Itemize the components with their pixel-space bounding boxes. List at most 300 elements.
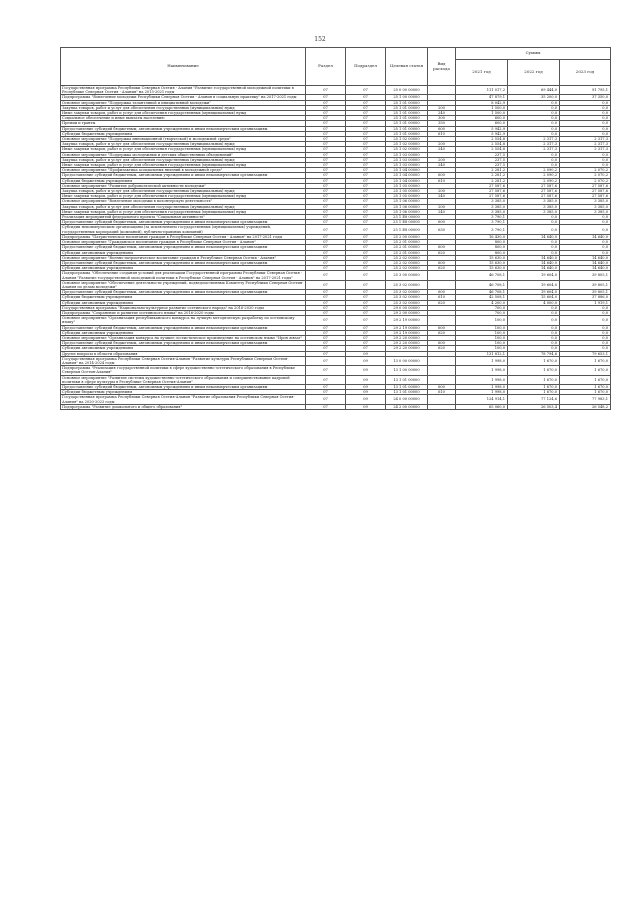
cell-target: 25 1 01 00000 — [386, 126, 428, 131]
cell-section: 07 — [306, 147, 346, 152]
cell-value-2022: 0,0 — [508, 325, 560, 330]
cell-expense: 600 — [428, 341, 456, 346]
cell-section: 07 — [306, 245, 346, 250]
cell-value-2022: 27 587,6 — [508, 189, 560, 194]
cell-subsection: 07 — [346, 240, 386, 245]
cell-name: Закупка товаров, работ и услуг для обеспечения государственных (муниципальных) нужд — [61, 189, 306, 194]
cell-value-2021: 46 708,1 — [456, 280, 508, 289]
cell-value-2021: 3 790,1 — [456, 220, 508, 225]
cell-value-2021: 46 708,1 — [456, 290, 508, 295]
cell-value-2023: 27 587,6 — [560, 189, 611, 194]
cell-subsection: 07 — [346, 209, 386, 214]
cell-name: Субсидии бюджетным учреждениям — [61, 390, 306, 395]
cell-section: 07 — [306, 234, 346, 239]
cell-name: Предоставление субсидий бюджетным, автономным учреждениям и иным некоммерческим организациям — [61, 220, 306, 225]
cell-subsection: 07 — [346, 199, 386, 204]
cell-section: 07 — [306, 220, 346, 225]
cell-value-2022: 19 604,0 — [508, 271, 560, 280]
header-2023: 2023 год — [560, 60, 611, 86]
cell-value-2023: 37 350,0 — [560, 95, 611, 100]
cell-section: 07 — [306, 126, 346, 131]
cell-target: 25 3 02 00000 — [386, 280, 428, 289]
cell-section: 07 — [306, 199, 346, 204]
cell-target: 25 1 02 00000 — [386, 147, 428, 152]
cell-subsection: 07 — [346, 131, 386, 136]
cell-target: 29 2 20 00000 — [386, 346, 428, 351]
cell-expense: 240 — [428, 209, 456, 214]
cell-section: 07 — [306, 395, 346, 404]
cell-expense: 600 — [428, 245, 456, 250]
cell-expense: 620 — [428, 266, 456, 271]
cell-section: 07 — [306, 131, 346, 136]
cell-expense — [428, 86, 456, 95]
cell-section: 07 — [306, 390, 346, 395]
cell-value-2022: 1 670,0 — [508, 366, 560, 375]
cell-section: 07 — [306, 305, 346, 310]
cell-value-2023: 0,0 — [560, 341, 611, 346]
cell-value-2023: 0,0 — [560, 325, 611, 330]
cell-value-2023: 0,0 — [560, 250, 611, 255]
cell-target: 25 3 02 00000 — [386, 300, 428, 305]
cell-subsection: 07 — [346, 290, 386, 295]
cell-name: Подпрограмма "Обеспечение создания условий для реализации Государственной программы Республики Северная Осетия - Алания "Развитие государственной молодежной политики в Республике Северная Осетия - Алания" на 2017-2021 годы" — [61, 271, 306, 280]
cell-name: Подпрограмма "Развитие дошкольного и общего образования" — [61, 404, 306, 409]
cell-name: Субсидии бюджетным учреждениям — [61, 178, 306, 183]
cell-value-2022: 0,0 — [508, 250, 560, 255]
cell-section: 07 — [306, 137, 346, 142]
cell-target: 29 2 19 00000 — [386, 330, 428, 335]
cell-target: 25 3 02 00000 — [386, 290, 428, 295]
cell-section: 07 — [306, 404, 346, 409]
cell-value-2023: 0,0 — [560, 126, 611, 131]
cell-section: 07 — [306, 351, 346, 356]
cell-expense: 600 — [428, 325, 456, 330]
cell-subsection: 07 — [346, 325, 386, 330]
cell-target: 25 1 01 00000 — [386, 105, 428, 110]
cell-target: 25 2 02 00000 — [386, 255, 428, 260]
cell-value-2021: 46 708,1 — [456, 271, 508, 280]
cell-value-2023: 2 317,3 — [560, 147, 611, 152]
cell-name: Предоставление субсидий бюджетным, автономным учреждениям и иным некоммерческим организациям — [61, 173, 306, 178]
cell-section: 07 — [306, 316, 346, 325]
cell-value-2023: 0,0 — [560, 111, 611, 116]
cell-value-2021: 1 998,0 — [456, 375, 508, 384]
cell-value-2023: 1 670,0 — [560, 356, 611, 365]
cell-target: 25 1 05 00000 — [386, 183, 428, 188]
cell-value-2022: 0,0 — [508, 245, 560, 250]
cell-expense: 610 — [428, 390, 456, 395]
cell-value-2021: 2 281,2 — [456, 178, 508, 183]
cell-value-2023: 14 640,0 — [560, 260, 611, 265]
cell-subsection: 07 — [346, 116, 386, 121]
table-row — [61, 86, 611, 95]
cell-subsection: 07 — [346, 126, 386, 131]
cell-subsection: 07 — [346, 255, 386, 260]
cell-section: 07 — [306, 142, 346, 147]
cell-value-2021: 100,0 — [456, 325, 508, 330]
cell-target: 29 2 20 00000 — [386, 335, 428, 340]
cell-value-2023: 2 070,2 — [560, 178, 611, 183]
cell-value-2021: 100,0 — [456, 341, 508, 346]
cell-expense — [428, 366, 456, 375]
cell-section: 07 — [306, 111, 346, 116]
cell-value-2022: 26 503,4 — [508, 404, 560, 409]
cell-name: Основное мероприятие "Поддержка талантливой и инициативной молодежи" — [61, 100, 306, 105]
cell-value-2021: 16 430,0 — [456, 234, 508, 239]
cell-subsection: 07 — [346, 142, 386, 147]
cell-subsection: 07 — [346, 137, 386, 142]
cell-expense: 350 — [428, 121, 456, 126]
cell-value-2022: 0,0 — [508, 310, 560, 315]
cell-section: 07 — [306, 330, 346, 335]
cell-target: 29 2 20 00000 — [386, 341, 428, 346]
cell-name: Подпрограмма "Вовлечение молодежи Республики Северная Осетия - Алания в социальную практику" на 2017-2021 годы — [61, 95, 306, 100]
cell-section: 07 — [306, 173, 346, 178]
cell-expense — [428, 316, 456, 325]
cell-value-2021: 8 042,9 — [456, 100, 508, 105]
cell-section: 07 — [306, 116, 346, 121]
cell-value-2023: 91 795,1 — [560, 86, 611, 95]
cell-value-2023: 2 317,3 — [560, 137, 611, 142]
cell-value-2022: 0,0 — [508, 341, 560, 346]
cell-value-2021: 5 942,9 — [456, 126, 508, 131]
cell-value-2023: 0,0 — [560, 105, 611, 110]
cell-expense: 600 — [428, 220, 456, 225]
cell-target: 25 1 04 00000 — [386, 178, 428, 183]
cell-name: Подпрограмма "Патриотическое воспитание граждан в Республике Северная Осетия - Алания" на 2017-2021 годы — [61, 234, 306, 239]
cell-expense: 600 — [428, 260, 456, 265]
cell-value-2021: 27 587,6 — [456, 189, 508, 194]
cell-expense: 610 — [428, 131, 456, 136]
cell-subsection: 09 — [346, 390, 386, 395]
cell-value-2021: 100,0 — [456, 335, 508, 340]
cell-target: 25 1 05 00000 — [386, 194, 428, 199]
cell-target: 25 1 00 00000 — [386, 95, 428, 100]
cell-expense — [428, 395, 456, 404]
cell-value-2023: 1 919,1 — [560, 300, 611, 305]
cell-target: 25 0 00 00000 — [386, 86, 428, 95]
cell-value-2022: 1 670,0 — [508, 390, 560, 395]
cell-target: 13 1 00 00000 — [386, 366, 428, 375]
cell-name: Предоставление субсидий бюджетным, автономным учреждениям и иным некоммерческим организациям — [61, 384, 306, 389]
cell-subsection: 07 — [346, 194, 386, 199]
cell-value-2021: 1 500,0 — [456, 105, 508, 110]
cell-value-2021: 600,0 — [456, 116, 508, 121]
cell-name: Премии и гранты — [61, 121, 306, 126]
cell-name: Субсидии автономным учреждениям — [61, 346, 306, 351]
cell-section: 07 — [306, 100, 346, 105]
cell-name: Предоставление субсидий бюджетным, автономным учреждениям и иным некоммерческим организациям — [61, 245, 306, 250]
cell-value-2022: 3 385,0 — [508, 209, 560, 214]
cell-name: Основное мероприятие "Профилактика асоциальных явлений в молодежной среде" — [61, 168, 306, 173]
cell-target: 25 2 00 00000 — [386, 234, 428, 239]
cell-value-2023: 1 670,0 — [560, 375, 611, 384]
cell-name: Закупка товаров, работ и услуг для обеспечения государственных (муниципальных) нужд — [61, 157, 306, 162]
cell-value-2021: 15 630,0 — [456, 255, 508, 260]
header-expense: Вид расхода — [428, 48, 456, 86]
cell-subsection: 07 — [346, 250, 386, 255]
cell-subsection: 07 — [346, 346, 386, 351]
cell-value-2022: 0,0 — [508, 157, 560, 162]
cell-subsection: 07 — [346, 95, 386, 100]
cell-value-2023: 0,0 — [560, 310, 611, 315]
cell-name: Иные закупки товаров, работ и услуг для обеспечения государственных (муниципальных) нужд — [61, 147, 306, 152]
cell-value-2022: 0,0 — [508, 152, 560, 157]
cell-name: Подпрограмма "Реализация государственной политики в сфере художественно-эстетического образования в Республике Северная Осетия-Алания" — [61, 366, 306, 375]
cell-value-2022: 0,0 — [508, 346, 560, 351]
cell-value-2023: 0,0 — [560, 245, 611, 250]
header-2021: 2021 год — [456, 60, 508, 86]
cell-value-2022: 1 670,0 — [508, 375, 560, 384]
cell-section: 07 — [306, 300, 346, 305]
cell-value-2022: 2 090,2 — [508, 178, 560, 183]
cell-subsection: 07 — [346, 234, 386, 239]
cell-name: Государственная программа Республики Северная Осетия-Алания "Развитие образования Республики Северная Осетия-Алания" на 2020-2023 годы — [61, 395, 306, 404]
cell-name: Предоставление субсидий бюджетным, автономным учреждениям и иным некоммерческим организациям — [61, 290, 306, 295]
cell-expense: 240 — [428, 147, 456, 152]
cell-value-2023: 2 317,3 — [560, 142, 611, 147]
cell-value-2021: 3 790,1 — [456, 215, 508, 220]
cell-expense: 610 — [428, 178, 456, 183]
cell-name: Другие вопросы в области образования — [61, 351, 306, 356]
cell-value-2022: 0,0 — [508, 163, 560, 168]
cell-subsection: 07 — [346, 121, 386, 126]
cell-name: Основное мероприятие "Обеспечение деятельности учреждений, подведомственных Комитету Республики Северная Осетия-Алания по делам молодежи" — [61, 280, 306, 289]
cell-target: 13 0 00 00000 — [386, 356, 428, 365]
cell-value-2023: 14 640,0 — [560, 255, 611, 260]
cell-value-2022: 0,0 — [508, 225, 560, 234]
cell-section: 07 — [306, 384, 346, 389]
budget-table — [60, 47, 611, 410]
cell-section: 07 — [306, 225, 346, 234]
cell-value-2022: 0,0 — [508, 126, 560, 131]
cell-section: 07 — [306, 204, 346, 209]
cell-expense: 600 — [428, 173, 456, 178]
cell-value-2023: 0,0 — [560, 346, 611, 351]
cell-target: 25 1 05 00000 — [386, 189, 428, 194]
cell-value-2023: 0,0 — [560, 240, 611, 245]
cell-section: 07 — [306, 121, 346, 126]
cell-expense: 600 — [428, 290, 456, 295]
cell-expense: 620 — [428, 250, 456, 255]
cell-value-2021: 5 942,9 — [456, 131, 508, 136]
cell-value-2021: 2 554,8 — [456, 147, 508, 152]
cell-subsection: 07 — [346, 189, 386, 194]
cell-target: 25 1 06 00000 — [386, 204, 428, 209]
cell-expense: 300 — [428, 116, 456, 121]
cell-name: Закупка товаров, работ и услуг для обеспечения государственных (муниципальных) нужд — [61, 142, 306, 147]
cell-section: 07 — [306, 86, 346, 95]
cell-subsection: 07 — [346, 147, 386, 152]
cell-subsection: 07 — [346, 295, 386, 300]
cell-value-2021: 1 998,0 — [456, 384, 508, 389]
cell-section: 07 — [306, 266, 346, 271]
cell-expense: 240 — [428, 163, 456, 168]
cell-value-2022: 0,0 — [508, 100, 560, 105]
cell-value-2022: 14 640,0 — [508, 260, 560, 265]
cell-target: 25 1 03 00000 — [386, 163, 428, 168]
cell-value-2023: 39 805,1 — [560, 280, 611, 289]
cell-value-2021: 65 060,0 — [456, 404, 508, 409]
cell-name: Государственная программа Республики Северная Осетия-Алания "Развитие культуры Республики Северная Осетия-Алания" на 2014-2024 годы — [61, 356, 306, 365]
cell-value-2022: 14 640,0 — [508, 266, 560, 271]
cell-subsection: 07 — [346, 86, 386, 95]
header-section: Раздел — [306, 48, 346, 86]
header-2022: 2022 год — [508, 60, 560, 86]
cell-target: 25 1 E8 00000 — [386, 220, 428, 225]
cell-name: Государственная программа Республики Северная Осетия - Алания "Развитие государственной молодежной политики в Республике Северная Осетия - Алания" на 2015-2021 годы — [61, 86, 306, 95]
cell-value-2022: 2 317,3 — [508, 137, 560, 142]
cell-target: 25 2 02 00000 — [386, 266, 428, 271]
cell-subsection: 09 — [346, 395, 386, 404]
cell-target: 25 1 01 00000 — [386, 100, 428, 105]
cell-section: 07 — [306, 280, 346, 289]
cell-expense: 620 — [428, 300, 456, 305]
cell-target: 25 1 01 00000 — [386, 131, 428, 136]
cell-target: 13 1 01 00000 — [386, 384, 428, 389]
cell-name: Предоставление субсидий бюджетным, автономным учреждениям и иным некоммерческим организациям — [61, 341, 306, 346]
cell-value-2023: 0,0 — [560, 157, 611, 162]
cell-value-2023: 3 385,0 — [560, 209, 611, 214]
cell-subsection: 07 — [346, 178, 386, 183]
cell-value-2021: 3 790,1 — [456, 225, 508, 234]
cell-value-2021: 800,0 — [456, 250, 508, 255]
cell-target: 13 1 01 00000 — [386, 375, 428, 384]
cell-value-2023: 0,0 — [560, 335, 611, 340]
cell-target: 25 2 01 00000 — [386, 245, 428, 250]
cell-subsection: 07 — [346, 271, 386, 280]
cell-value-2022: 19 604,0 — [508, 290, 560, 295]
cell-name: Социальное обеспечение и иные выплаты населению — [61, 116, 306, 121]
cell-name: Основное мероприятие "Вовлечение молодежи в волонтерскую деятельность" — [61, 199, 306, 204]
cell-expense: 240 — [428, 194, 456, 199]
cell-name: Подпрограмма "Сохранение и развитие осетинского языка" на 2016-2020 годы — [61, 310, 306, 315]
cell-subsection: 07 — [346, 305, 386, 310]
cell-value-2022: 0,0 — [508, 121, 560, 126]
cell-name: Предоставление субсидий бюджетным, автономным учреждениям и иным некоммерческим организациям — [61, 260, 306, 265]
cell-name: Иные закупки товаров, работ и услуг для обеспечения государственных (муниципальных) нужд — [61, 163, 306, 168]
cell-expense: 630 — [428, 225, 456, 234]
cell-value-2023: 0,0 — [560, 121, 611, 126]
cell-section: 07 — [306, 346, 346, 351]
cell-section: 07 — [306, 341, 346, 346]
cell-subsection: 09 — [346, 375, 386, 384]
cell-target: 29 2 00 00000 — [386, 310, 428, 315]
cell-subsection: 07 — [346, 100, 386, 105]
cell-value-2022: 0,0 — [508, 131, 560, 136]
cell-target: 25 1 E8 00000 — [386, 225, 428, 234]
cell-target: 25 1 03 00000 — [386, 152, 428, 157]
table-body — [61, 86, 611, 410]
cell-target: 25 1 02 00000 — [386, 137, 428, 142]
cell-subsection: 09 — [346, 356, 386, 365]
cell-value-2021: 700,0 — [456, 305, 508, 310]
cell-value-2022: 0,0 — [508, 111, 560, 116]
cell-name: Субсидии автономным учреждениям — [61, 300, 306, 305]
table-row — [61, 280, 611, 289]
cell-target: 25 1 02 00000 — [386, 142, 428, 147]
cell-value-2022: 0,0 — [508, 316, 560, 325]
cell-value-2021: 1 998,0 — [456, 366, 508, 375]
cell-value-2023: 0,0 — [560, 215, 611, 220]
cell-section: 07 — [306, 168, 346, 173]
cell-value-2022: 2 090,2 — [508, 168, 560, 173]
cell-value-2023: 0,0 — [560, 316, 611, 325]
cell-subsection: 07 — [346, 341, 386, 346]
cell-value-2023: 0,0 — [560, 330, 611, 335]
cell-name: Основное мероприятие "Организация республиканского конкурса на лучшую методическую разработку по осетинскому языку" — [61, 316, 306, 325]
cell-section: 07 — [306, 157, 346, 162]
header-sums: Суммы — [456, 48, 611, 60]
table-row — [61, 366, 611, 375]
cell-target: 25 1 06 00000 — [386, 209, 428, 214]
cell-name: Основное мероприятие "Военно-патриотическое воспитание граждан в Республике Северная Осетия - Алания" — [61, 255, 306, 260]
table-row — [61, 316, 611, 325]
header-subsection: Подраздел — [346, 48, 386, 86]
cell-name: Субсидии бюджетным учреждениям — [61, 295, 306, 300]
cell-value-2021: 3 385,0 — [456, 204, 508, 209]
table-row — [61, 375, 611, 384]
cell-name: Иные закупки товаров, работ и услуг для обеспечения государственных (муниципальных) нужд — [61, 209, 306, 214]
cell-value-2023: 1 670,0 — [560, 390, 611, 395]
page-number: 152 — [314, 36, 326, 43]
cell-value-2021: 4 200,0 — [456, 300, 508, 305]
cell-name: Субсидии автономным учреждениям — [61, 330, 306, 335]
cell-subsection: 07 — [346, 163, 386, 168]
cell-value-2022: 27 587,6 — [508, 183, 560, 188]
cell-section: 07 — [306, 163, 346, 168]
cell-subsection: 07 — [346, 215, 386, 220]
cell-value-2021: 800,0 — [456, 240, 508, 245]
cell-value-2022: 2 090,2 — [508, 173, 560, 178]
cell-value-2021: 124 914,1 — [456, 395, 508, 404]
cell-subsection: 07 — [346, 260, 386, 265]
cell-value-2021: 800,0 — [456, 245, 508, 250]
table-row — [61, 356, 611, 365]
cell-section: 07 — [306, 295, 346, 300]
cell-value-2023: 79 653,1 — [560, 351, 611, 356]
cell-expense: 200 — [428, 157, 456, 162]
cell-value-2021: 47 879,1 — [456, 95, 508, 100]
cell-target: 25 1 04 00000 — [386, 168, 428, 173]
cell-value-2022: 3 385,0 — [508, 204, 560, 209]
cell-section: 07 — [306, 356, 346, 365]
table-header — [61, 48, 611, 86]
cell-name: Основное мероприятие "Поддержка инновационной (творческой) и молодежной среды" — [61, 137, 306, 142]
cell-subsection: 09 — [346, 404, 386, 409]
cell-section: 07 — [306, 215, 346, 220]
cell-value-2022: 14 640,0 — [508, 255, 560, 260]
cell-subsection: 07 — [346, 183, 386, 188]
cell-value-2023: 3 385,0 — [560, 199, 611, 204]
cell-section: 07 — [306, 366, 346, 375]
cell-target: 13 1 01 00000 — [386, 390, 428, 395]
cell-subsection: 07 — [346, 152, 386, 157]
cell-value-2022: 19 604,0 — [508, 280, 560, 289]
cell-value-2023: 14 640,0 — [560, 234, 611, 239]
cell-expense: 200 — [428, 189, 456, 194]
cell-value-2021: 600,0 — [456, 121, 508, 126]
cell-section: 07 — [306, 95, 346, 100]
cell-subsection: 07 — [346, 316, 386, 325]
cell-value-2021: 15 630,0 — [456, 266, 508, 271]
cell-name: Основное мероприятие "Организация конкурса на лучшее эссеистическое произведение на осетинском языке "Ирон ӕвзаг" — [61, 335, 306, 340]
cell-target: 25 3 02 00000 — [386, 295, 428, 300]
cell-value-2023: 0,0 — [560, 305, 611, 310]
cell-section: 07 — [306, 183, 346, 188]
cell-expense: 620 — [428, 346, 456, 351]
cell-expense: 200 — [428, 105, 456, 110]
